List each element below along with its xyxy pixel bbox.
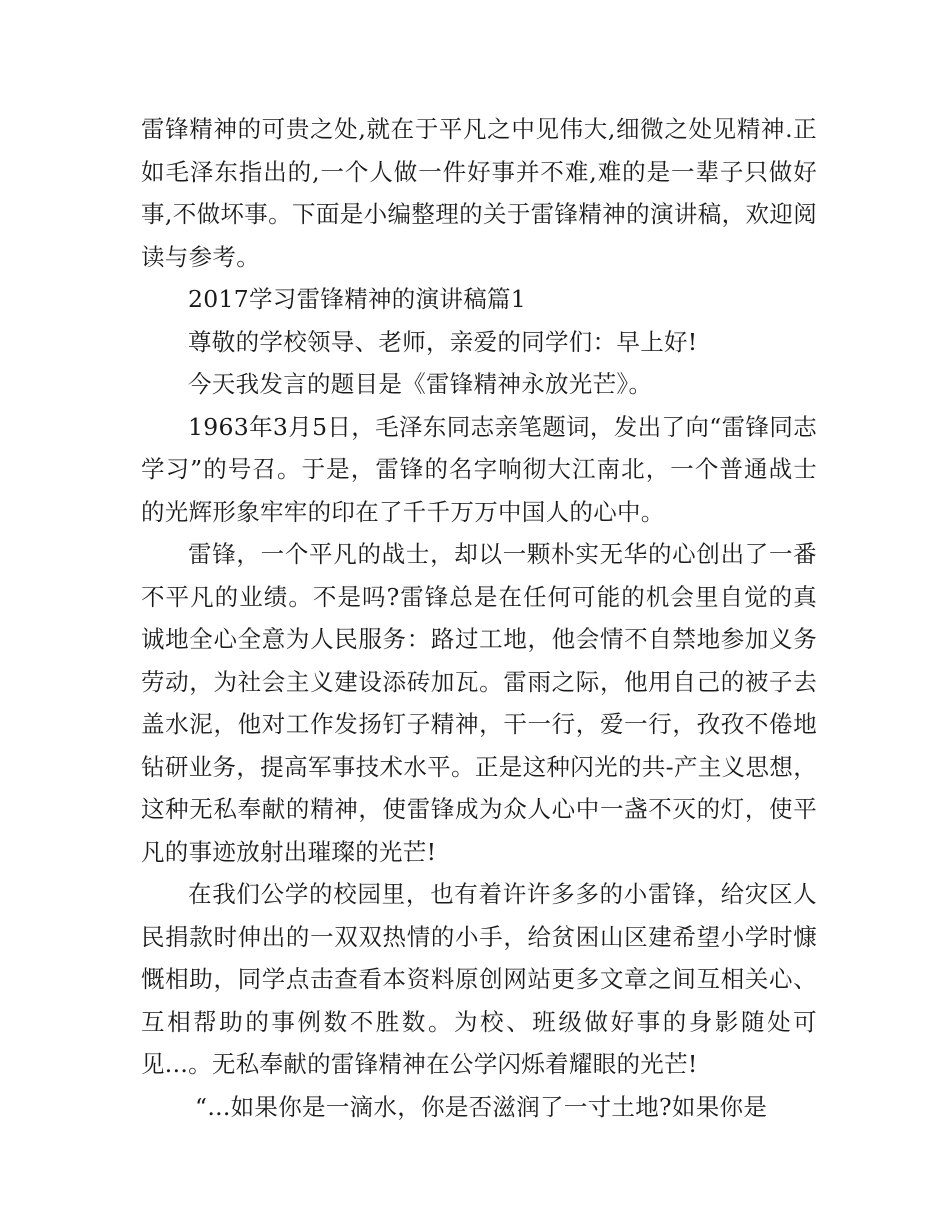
quote-paragraph: “...如果你是一滴水，你是否滋润了一寸土地?如果你是 <box>195 1092 768 1121</box>
history-paragraph: 1963年3月5日，毛泽东同志亲笔题词，发出了向“雷锋同志学习”的号召。于是，雷锋的名字响彻大江南北，一个普通战士的光辉形象牢牢的印在了千千万万中国人的心中。 <box>141 412 817 526</box>
topic-paragraph: 今天我发言的题目是《雷锋精神永放光芒》。 <box>188 370 653 398</box>
document-body <box>141 108 817 1128</box>
speech-heading: 2017学习雷锋精神的演讲稿篇1 <box>188 285 527 313</box>
intro-paragraph: 雷锋精神的可贵之处,就在于平凡之中见伟大,细微之处见精神.正如毛泽东指出的,一个人做一件好事并不难,难的是一辈子只做好事,不做坏事。下面是小编整理的关于雷锋精神的演讲稿，欢迎阅读与参考。 <box>141 115 817 271</box>
campus-paragraph: 在我们公学的校园里，也有着许许多多的小雷锋，给灾区人民捐款时伸出的一双双热情的小手，给贫困山区建希望小学时慷慨相助，同学点击查看本资料原创网站更多文章之间互相关心、互相帮助的事例数不胜数。为校、班级做好事的身影随处可见...。无私奉献的雷锋精神在公学闪烁着耀眼的光芒! <box>141 880 817 1078</box>
greeting-paragraph: 尊敬的学校领导、老师，亲爱的同学们：早上好! <box>188 327 698 356</box>
lei-feng-paragraph: 雷锋，一个平凡的战士，却以一颗朴实无华的心创出了一番不平凡的业绩。不是吗?雷锋总是在任何可能的机会里自觉的真诚地全心全意为人民服务：路过工地，他会情不自禁地参加义务劳动，为社会主义建设添砖加瓦。雷雨之际，他用自己的被子去盖水泥，他对工作发扬钉子精神，干一行，爱一行，孜孜不倦地钻研业务，提高军事技术水平。正是这种闪光的共-产主义思想，这种无私奉献的精神，使雷锋成为众人心中一盏不灭的灯，使平凡的事迹放射出璀璨的光芒! <box>141 540 817 866</box>
